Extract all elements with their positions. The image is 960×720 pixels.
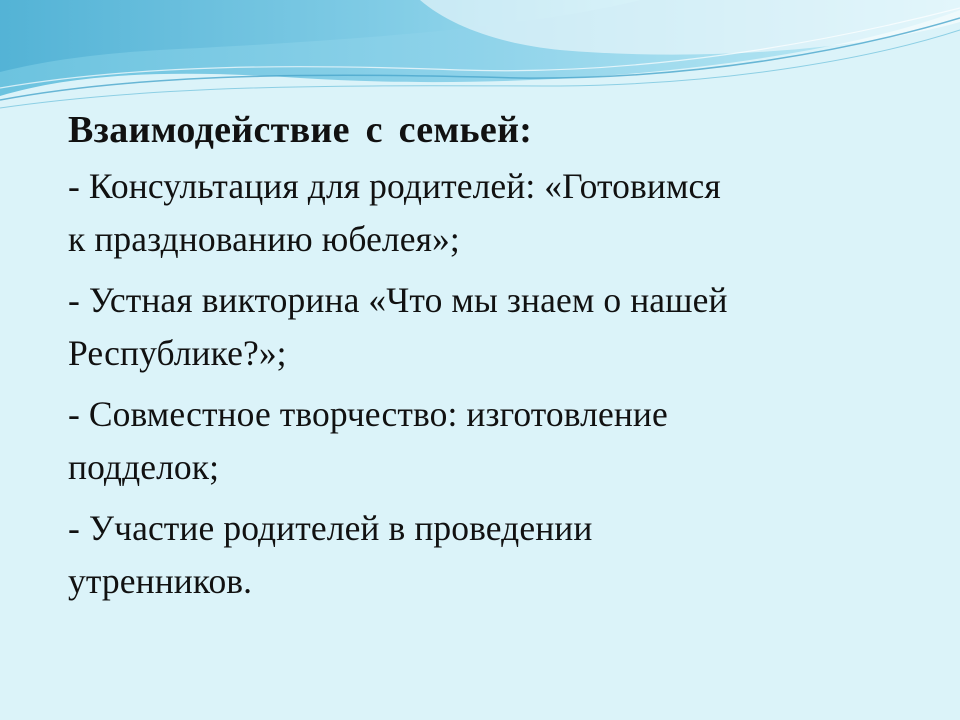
list-item-line: - Консультация для родителей: «Готовимся [68, 166, 721, 206]
list-item-line: Республике?»; [68, 333, 287, 373]
list-item [68, 160, 938, 266]
list-item [68, 502, 938, 608]
slide-title: Взаимодействие с семьей: [68, 109, 533, 151]
list-item-line: к празднованию юбелея»; [68, 219, 460, 259]
list-item [68, 274, 938, 380]
list-item-line: подделок; [68, 447, 220, 487]
slide-content [68, 108, 938, 616]
list-item-line: - Совместное творчество: изготовление [68, 394, 668, 434]
list-item-line: утренников. [68, 561, 253, 601]
list-item [68, 388, 938, 494]
list-item-line: - Устная викторина «Что мы знаем о нашей [68, 280, 728, 320]
list-item-line: - Участие родителей в проведении [68, 508, 593, 548]
